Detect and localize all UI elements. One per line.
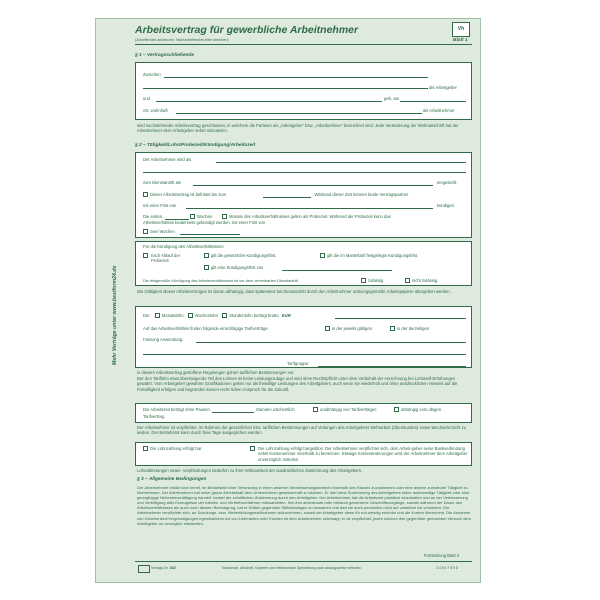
bargeldlos-option [250,446,257,451]
derzeitig-checkbox[interactable] [390,326,395,331]
publisher-logo-text: Vh [457,26,465,32]
section-3-paragraph: Der Arbeitnehmer erklärt sich bereit, im Bedarfsfall einer Versetzung in einen anderen Verantwortungsbereich innerhalb des Hauses zuzustimmen oder eine andere zumutbare Tätigkeit zu übernehmen. Der Arbeitnehmer hat seine ganze Arbeitskraft dem Unternehmen gewissenhaft zu widmen. Er darf ohne Zustimmung des Arbeitgebers keine anderweitige Tätigkeit oder eine geringfügige Nebenbeschäftigung handelt, bedarf der schriftlichen Zustimmung durch den Arbeitgeber. Der Arbeitnehmer hat die Arbeitszeit pünktlich einzuhalten und an der Verbesserung und Verbilligung aller Erzeugnisse der Arbeits- und Vertriebsverfahren mitzuarbeiten. Ihm ihm anvertraute oder bekannt gewordene Geschäftsvorgänge, sowohl während der Dauer des Arbeitsverhältnisses als auch nach dessen Beendigung, hat er Dritten gegenüber Stillschweigen zu bewahren und darf sie auch persönlich nicht auf unlautere Art verwerten. Der Arbeitnehmer verpflichtet sich, an Schulungs- bzw. Weiterbildungsmaßnahmen teilzunehmen, soweit der Arbeitgeber diese für not-wendig erachtet und die Kosten übernimmt. Die Annahme von Geschenken/Vergünstigungen irgendwelcher Art von Lieferanten oder Kunden ist dem Arbeitnehmer untersagt; er ist verpflichtet, jeden solchen ihm gegenüber gemachten Versuch dem Arbeitgeber un-verzüglich mitzuteilen. [137,485,471,526]
footer-verlag [151,566,176,571]
dienstantritt-label: zum Dienstantritt am [143,180,182,185]
wochen-checkbox[interactable] [190,214,195,219]
footer-logo [138,565,150,573]
footer-copyright: Nachdruck, Abschrift, Kopieren und elektronische Speicherung auch auszugsweise verboten. [222,566,362,570]
derzeitig-option [390,326,429,331]
wage-type-row [143,313,291,318]
footer-verlag-number: 542 [169,566,176,570]
fortsetzung-label: Fortsetzung Blatt 2 [424,553,460,558]
eur-label: EUR [281,313,291,318]
arbeitszeit-label: Die Arbeitszeit beträgt ohne Pausen [143,407,210,412]
zwei-wochen-label: zwei Wochen [150,229,175,234]
title-rule [135,44,472,45]
wage-amount-field[interactable] [335,318,466,319]
tarif-paragraph-2: Der den Tariflohn etwa übersteigende Teil des Lohnes ist keine Leistungszulage und wird ohne Rechtspflicht unter dem Vorbehalt der Anrechnung bei Lohntarif-Erhöhungen gewährt. Vom Arbeitgeber gewährte Gratifikationen gelten nur als freiwillige Leistungen des Arbeitgebers, auch wenn sie wiederholt und ohne ausdrücklichen Hinweis auf die Freiwilligkeit erfolgen und begründen keinen recht-lichen Anspruch für die Zukunft. [137,376,458,392]
jeweils-label: in der jeweils gültigen [332,326,373,331]
section-3-heading: § 3 – Allgemeine Bedingungen [137,477,207,482]
kuendigungsfrist-label: gilt eine Kündigungsfrist von [211,265,264,270]
fassung-label: Fassung Anwendung: [143,337,184,342]
zwei-wochen-checkbox[interactable] [143,229,148,234]
abtretung-paragraph: Lohnabtretungen sowie -verpfändungen bedürfen zu ihrer Wirksamkeit der ausdrücklichen Zustimmung des Arbeitgebers. [137,468,363,473]
working-time-box [135,403,472,423]
befristet-row [143,192,226,197]
section-1-paragraph: wird nachstehender Arbeitsvertrag geschlossen, in welchem die Parteien als „Arbeitgeber“ bzw. „Arbeitnehmer“ bezeichnet sind. Jede Veränderung der Wohnanschrift hat der Arbeitnehmer dem Arbeitgeber sofort mitzuteilen. [137,123,459,134]
gesetzliche-label: gilt die gesetzliche Kündigungsfrist. [211,253,277,258]
unabh-label: unabhängig von Tarifverträgen [320,407,377,412]
bargeldlos-checkbox[interactable] [250,446,255,451]
wochenlohn-label: Wochenlohn [194,313,218,318]
abh-checkbox[interactable] [394,407,399,412]
unabh-option [313,407,377,412]
abh-option [394,407,441,412]
als-arbeitnehmer-label: als Arbeitnehmer [423,108,455,113]
start-date-field[interactable] [193,185,433,186]
und-label: und [143,96,150,101]
sheet-number: Blatt 1 [453,38,468,43]
nach-ablauf-option [143,253,150,258]
monate-option [222,214,391,219]
nach-ablauf-checkbox[interactable] [143,253,148,258]
nach-ablauf-label: nach Ablauf der Probezeit [151,253,181,264]
kuendigungsfrist-option [204,265,263,270]
kuendigungsfrist-field[interactable] [282,270,392,271]
employee-name-field[interactable] [156,101,382,102]
zwischen-label: Zwischen [143,72,161,77]
derzeitig-label: in der derzeitigen [397,326,430,331]
bar-label: Die Lohnzahlung erfolgt bar. [150,446,203,451]
stunden-woechentlich-label: Stunden wöchentlich [256,407,295,412]
kuendigen-label: kündigen. [437,203,456,208]
waehrend-label: . Während dieser Zeit können beide Vertragspartner [312,192,409,197]
birthdate-field[interactable] [400,101,466,102]
tarif-name-field[interactable] [196,342,466,343]
zulaessig-label: zulässig [368,278,384,283]
employer-name-field[interactable] [164,77,428,78]
abh-label: abhängig vom obigen [401,407,442,412]
wochen-label: Wochen [197,214,213,219]
die-ersten-label: Die ersten [143,214,163,219]
der-label: Der [143,313,150,318]
mit-frist-label: mit einer Frist von [143,203,177,208]
frist-field[interactable] [186,208,433,209]
position-field-2[interactable] [143,172,466,173]
wochenlohn-checkbox[interactable] [188,313,193,318]
footer-code: 3 4 5 6 7 8 9 D [436,566,459,570]
stundenlohn-label: Stundenlohn beträgt brutto [229,313,279,318]
unabh-checkbox[interactable] [313,407,318,412]
zwei-wochen-option [143,229,175,234]
befristet-date-field[interactable] [263,197,311,198]
befristet-checkbox[interactable] [143,192,148,197]
footer-rule [135,561,472,562]
monatslohn-label: Monatslohn [161,313,184,318]
jeweils-checkbox[interactable] [325,326,330,331]
section-1-heading: § 1 – Vertragsschließende [135,53,195,58]
document-title: Arbeitsvertrag für gewerbliche Arbeitnehmer [135,24,359,36]
manteltarif-option [320,253,418,258]
tarifvertrag2-label: Tarifvertrag. [143,414,166,419]
document-subtitle: (Zutreffendes ankreuzen, Nichtzutreffendes bitte streichen) [135,38,229,42]
tarifgruppe-label: Tarifgruppe: [287,361,310,366]
section-2-heading: § 2 – Tätigkeit/Lohn/Probezeit/Kündigung/Arbeitszeit [135,143,256,148]
side-advert-text: Mehr Verträge unter www.bestform24.de [112,265,118,365]
nicht-zulaessig-checkbox[interactable] [405,278,410,283]
nicht-zulaessig-label: nicht zulässig. [412,278,439,283]
arbeitszeit-field[interactable] [212,412,254,413]
jeweils-option [325,326,372,331]
fuer-kuendigung-label: Für die Kündigung des Arbeitsverhältnisses [143,244,224,249]
befristet-label: Dieser Arbeitsvertrag ist befristet bis zum [150,192,227,197]
probezeit-frist-field[interactable] [180,234,240,235]
gesetzliche-checkbox[interactable] [204,253,209,258]
tarif-name-field-2[interactable] [143,354,466,355]
gueltigkeit-paragraph: Die Gültigkeit dieses Arbeitsvertrages ist davon abhängig, dass spätestens bei Dienstantritt durch den Arbeitnehmer ordnungsgemäße Arbeitspapiere übergeben werden. [137,289,451,294]
stundenlohn-checkbox[interactable] [222,313,227,318]
wohnhaft-label: zzt. wohnhaft [143,108,168,113]
monatslohn-checkbox[interactable] [155,313,160,318]
gesetzliche-option [204,253,276,258]
tarifgruppe-field[interactable] [318,366,466,367]
bargeldlos-label: Die Lohnzahlung erfolgt bargeldlos. Der Arbeitnehmer verpflichtet sich, dem Arbeit-geber seine Bankverbindung nebst Kontonummer innerhalb zu benennen. Etwaige Kontenänderungen wird der Arbeitnehmer dem Arbeitgeber unverzüglich mitteilen. [258,446,468,462]
parties-box [135,62,472,120]
monate-label: Monate des Arbeitsverhältnisses gelten als Probezeit. Während der Probezeit kann das [229,214,391,219]
geb-am-label: geb. am [384,96,400,101]
position-field[interactable] [216,162,466,163]
footer-verlag-label: Verlags-Nr. [151,566,169,570]
publisher-logo [452,22,470,37]
zulaessig-option [361,278,383,283]
monate-checkbox[interactable] [222,214,227,219]
wochen-option [190,214,212,219]
manteltarif-label: gilt die im Manteltarif festgelegte Kündigungsfrist. [327,253,419,258]
manteltarif-checkbox[interactable] [320,253,325,258]
zulaessig-checkbox[interactable] [361,278,366,283]
nicht-zulaessig-option [405,278,438,283]
bar-option [143,446,202,451]
als-arbeitgeber-label: als Arbeitgeber [429,85,457,90]
employer-address-field[interactable] [143,88,428,89]
fristgemaess-label: Die fristgemäße Kündigung des Arbeitsverhältnisses ist vor dem vereinbarten Dienstantritt [143,278,298,283]
kuendigungsfrist-checkbox[interactable] [204,265,209,270]
bar-checkbox[interactable] [143,446,148,451]
eingestellt-label: eingestellt. [437,180,458,185]
mehrarbeit-paragraph: Der Arbeitnehmer ist verpflichtet, im Rahmen der gesetzlichen bzw. tariflichen Bestimmungen auf Verlangen des Arbeitgebers Mehrarbeit (Überstunden) sowie Wechselschicht zu leisten. Der Betriebsrat kann durch freie Tage ausgeglichen werden. [137,425,467,436]
employee-address-field[interactable] [176,113,422,114]
tarif-paragraph: in diesem Arbeitsvertrag getroffene Regelungen gehen tariflichen Bestimmungen vor. [137,370,295,375]
wird-als-label: Der Arbeitnehmer wird als [143,157,192,162]
probezeit-line-2: Arbeitsverhältnis beiderseits gekündigt werden, mit einer Frist von [143,220,266,225]
tarifvertrag-label: Auf das Arbeitsverhältnis finden folgende einschlägige Tarifverträge [143,326,268,331]
